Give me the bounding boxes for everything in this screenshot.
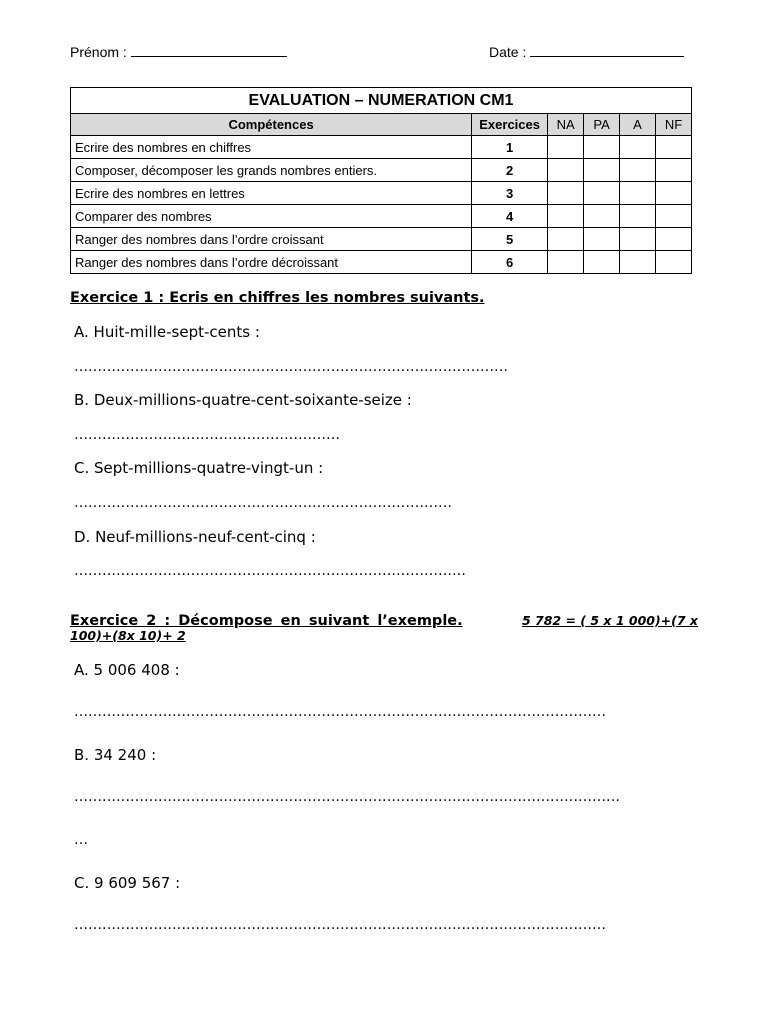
date-field[interactable] bbox=[489, 42, 684, 60]
pa-checkbox-cell[interactable] bbox=[584, 182, 620, 205]
exercice-cell: 1 bbox=[472, 136, 548, 159]
competence-cell: Ecrire des nombres en lettres bbox=[71, 182, 472, 205]
competence-cell: Ecrire des nombres en chiffres bbox=[71, 136, 472, 159]
pa-checkbox-cell[interactable] bbox=[584, 251, 620, 274]
exercice-cell: 3 bbox=[472, 182, 548, 205]
exercise1-title: Exercice 1 : Ecris en chiffres les nombres suivants. bbox=[70, 290, 485, 306]
exercice-cell: 2 bbox=[472, 159, 548, 182]
table-row bbox=[71, 182, 692, 205]
table-title: EVALUATION – NUMERATION CM1 bbox=[71, 88, 692, 114]
exercice-cell: 4 bbox=[472, 205, 548, 228]
a-checkbox-cell[interactable] bbox=[620, 182, 656, 205]
exercise2-title: Exercice 2 : Décompose en suivant l’exemple. bbox=[70, 613, 463, 629]
a-checkbox-cell[interactable] bbox=[620, 228, 656, 251]
competence-cell: Composer, décomposer les grands nombres entiers. bbox=[71, 159, 472, 182]
a-checkbox-cell[interactable] bbox=[620, 136, 656, 159]
na-checkbox-cell[interactable] bbox=[548, 251, 584, 274]
na-checkbox-cell[interactable] bbox=[548, 136, 584, 159]
header-na: NA bbox=[548, 114, 584, 136]
exercice-cell: 5 bbox=[472, 228, 548, 251]
exercise1-answer-a[interactable]: ………………………………………………………………………………… bbox=[74, 359, 508, 375]
exercise1-item-a: A. Huit-mille-sept-cents : bbox=[74, 323, 260, 341]
competence-cell: Ranger des nombres dans l’ordre croissant bbox=[71, 228, 472, 251]
header-pa: PA bbox=[584, 114, 620, 136]
na-checkbox-cell[interactable] bbox=[548, 205, 584, 228]
exercise2-example-line1: 5 782 = ( 5 x 1 000)+(7 x bbox=[521, 613, 698, 628]
table-row bbox=[71, 136, 692, 159]
exercise1-answer-c[interactable]: ……………………………………………………………………… bbox=[74, 495, 452, 511]
prenom-field[interactable] bbox=[70, 42, 287, 60]
pa-checkbox-cell[interactable] bbox=[584, 159, 620, 182]
table-row bbox=[71, 159, 692, 182]
exercise1-answer-b[interactable]: ………………………………………………… bbox=[74, 427, 340, 443]
exercice-cell: 6 bbox=[472, 251, 548, 274]
exercise1-item-b: B. Deux-millions-quatre-cent-soixante-seize : bbox=[74, 391, 412, 409]
pa-checkbox-cell[interactable] bbox=[584, 136, 620, 159]
nf-checkbox-cell[interactable] bbox=[655, 159, 691, 182]
na-checkbox-cell[interactable] bbox=[548, 182, 584, 205]
na-checkbox-cell[interactable] bbox=[548, 228, 584, 251]
table-row bbox=[71, 205, 692, 228]
pa-checkbox-cell[interactable] bbox=[584, 205, 620, 228]
table-header-row bbox=[71, 114, 692, 136]
competence-cell: Comparer des nombres bbox=[71, 205, 472, 228]
header-exercices: Exercices bbox=[472, 114, 548, 136]
nf-checkbox-cell[interactable] bbox=[655, 136, 691, 159]
a-checkbox-cell[interactable] bbox=[620, 205, 656, 228]
header-competences: Compétences bbox=[71, 114, 472, 136]
header-nf: NF bbox=[655, 114, 691, 136]
exercise2-answer-c[interactable]: …………………………………………………………………………………………………… bbox=[74, 917, 606, 933]
nf-checkbox-cell[interactable] bbox=[655, 251, 691, 274]
student-header bbox=[70, 42, 692, 62]
exercise1-answer-d[interactable]: ………………………………………………………………………… bbox=[74, 563, 466, 579]
na-checkbox-cell[interactable] bbox=[548, 159, 584, 182]
nf-checkbox-cell[interactable] bbox=[655, 205, 691, 228]
exercise2-item-c: C. 9 609 567 : bbox=[74, 874, 181, 892]
prenom-line[interactable] bbox=[131, 42, 287, 57]
exercise2-item-a: A. 5 006 408 : bbox=[74, 661, 180, 679]
table-row bbox=[71, 251, 692, 274]
competence-cell: Ranger des nombres dans l’ordre décroissant bbox=[71, 251, 472, 274]
exercise2-example-line2: 100)+(8x 10)+ 2 bbox=[70, 628, 186, 643]
prenom-label: Prénom : bbox=[70, 44, 127, 60]
exercise2-item-b: B. 34 240 : bbox=[74, 746, 157, 764]
date-line[interactable] bbox=[530, 42, 684, 57]
exercise1-item-c: C. Sept-millions-quatre-vingt-un : bbox=[74, 459, 324, 477]
a-checkbox-cell[interactable] bbox=[620, 159, 656, 182]
exercise2-header bbox=[70, 613, 698, 642]
date-label: Date : bbox=[489, 44, 527, 60]
exercise2-answer-a[interactable]: …………………………………………………………………………………………………… bbox=[74, 704, 606, 720]
table-row bbox=[71, 228, 692, 251]
evaluation-table bbox=[70, 87, 692, 274]
header-a: A bbox=[620, 114, 656, 136]
exercise2-answer-b[interactable]: ……………………………………………………………………………………………………… bbox=[74, 789, 620, 805]
exercise1-item-d: D. Neuf-millions-neuf-cent-cinq : bbox=[74, 528, 316, 546]
a-checkbox-cell[interactable] bbox=[620, 251, 656, 274]
nf-checkbox-cell[interactable] bbox=[655, 228, 691, 251]
exercise2-answer-b-continued[interactable]: … bbox=[74, 832, 88, 848]
nf-checkbox-cell[interactable] bbox=[655, 182, 691, 205]
pa-checkbox-cell[interactable] bbox=[584, 228, 620, 251]
